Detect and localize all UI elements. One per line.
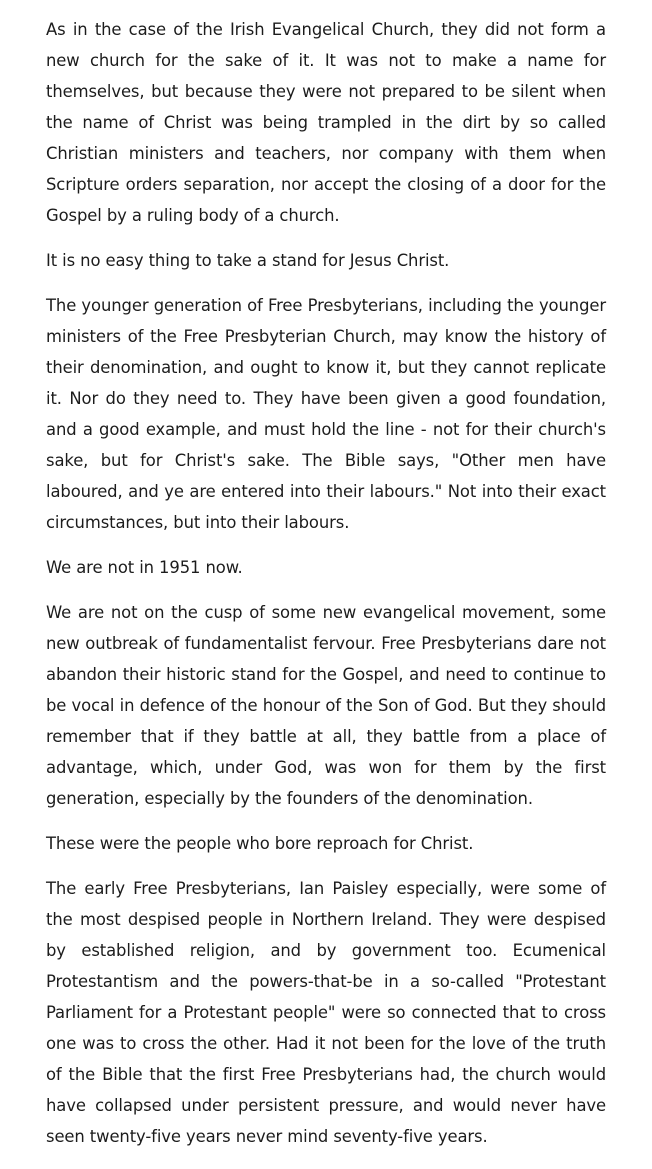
paragraph-irish-evangelical-church: As in the case of the Irish Evangelical Church, they did not form a new church for the sake of it. It was not to make a name for themselves, but because they were not prepared to be silent when the name of Christ was being trampled in the dirt by so called Christian ministers and teachers, nor company with them when Scripture orders separation, nor accept the closing of a door for the Gospel by a ruling body of a church.: [46, 20, 606, 225]
paragraph-evangelical-movement: We are not on the cusp of some new evangelical movement, some new outbreak of fundamentalist fervour. Free Presbyterians dare not abandon their historic stand for the Gospel, and need to continue to be vocal in defence of the honour of the Son of God. But they should remember that if they battle at all, they battle from a place of advantage, which, under God, was won for them by the first generation, especially by the founders of the denomination.: [46, 603, 606, 808]
paragraph-bore-reproach: These were the people who bore reproach for Christ.: [46, 834, 474, 853]
paragraph-take-a-stand: It is no easy thing to take a stand for Jesus Christ.: [46, 251, 450, 270]
paragraph-younger-generation: The younger generation of Free Presbyterians, including the younger ministers of the Free Presbyterian Church, may know the history of their denomination, and ought to know it, but they cannot replicate it. Nor do they need to. They have been given a good foundation, and a good example, and must hold the line - not for their church's sake, but for Christ's sake. The Bible says, "Other men have laboured, and ye are entered into their labours." Not into their exact circumstances, but into their labours.: [46, 296, 606, 532]
paragraph-early-free-presbyterians: The early Free Presbyterians, Ian Paisley especially, were some of the most despised people in Northern Ireland. They were despised by established religion, and by government too. Ecumenical Protestantism and the powers-that-be in a so-called "Protestant Parliament for a Protestant people" were so connected that to cross one was to cross the other. Had it not been for the love of the truth of the Bible that the first Free Presbyterians had, the church would have collapsed under persistent pressure, and would never have seen twenty-five years never mind seventy-five years.: [46, 879, 606, 1146]
paragraph-not-in-1951: We are not in 1951 now.: [46, 558, 243, 577]
